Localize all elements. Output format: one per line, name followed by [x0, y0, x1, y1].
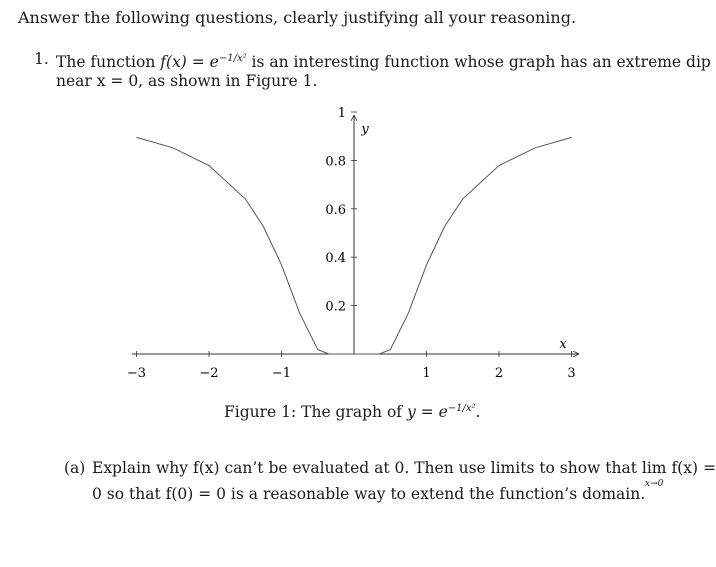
- caption-text: Figure 1: The graph of: [224, 403, 407, 422]
- part-a-line-1: [92, 456, 716, 489]
- y-tick-label: 1: [337, 106, 346, 121]
- y-tick-label: 0.8: [325, 154, 346, 170]
- question-number: 1.: [34, 50, 49, 68]
- function-exponent: −1/x²: [218, 53, 247, 64]
- caption-exponent: −1/x²: [447, 403, 476, 414]
- part-a-text-end: f(x) =: [666, 459, 716, 477]
- x-tick-label: −1: [271, 366, 292, 381]
- question-text-end: is an interesting function whose graph has an extreme dip: [246, 53, 711, 72]
- part-a-label: (a): [64, 459, 86, 477]
- x-tick-label: 2: [494, 366, 504, 381]
- x-tick-label: −3: [126, 366, 147, 381]
- y-tick-label: 0.6: [325, 202, 346, 218]
- limit-subscript: x→0: [645, 479, 664, 489]
- instructions-text: Answer the following questions, clearly justifying all your reasoning.: [18, 8, 577, 27]
- x-axis-label: x: [559, 337, 567, 352]
- y-tick-label: 0.2: [325, 299, 346, 315]
- limit-notation: [641, 456, 667, 489]
- caption-end: .: [475, 403, 481, 422]
- question-1-line-2: near x = 0, as shown in Figure 1.: [56, 72, 318, 90]
- x-tick-label: −2: [199, 366, 219, 381]
- limit-word: lim: [641, 459, 667, 477]
- figure-caption: [224, 403, 480, 421]
- x-axis-ticks: [127, 351, 576, 381]
- question-text-start: The function: [56, 53, 161, 72]
- caption-formula: y = e: [406, 403, 448, 422]
- part-a-line-2: 0 so that f(0) = 0 is a reasonable way to extend the function’s domain.: [92, 485, 646, 503]
- y-axis-ticks: [325, 106, 357, 315]
- x-tick-label: 3: [567, 366, 576, 381]
- part-a-text: Explain why f(x) can’t be evaluated at 0. Then use limits to show that: [92, 459, 642, 477]
- x-tick-label: 1: [422, 366, 431, 381]
- function-formula: f(x) = e: [160, 53, 219, 72]
- y-axis-label: y: [361, 122, 369, 137]
- y-tick-label: 0.4: [325, 251, 346, 267]
